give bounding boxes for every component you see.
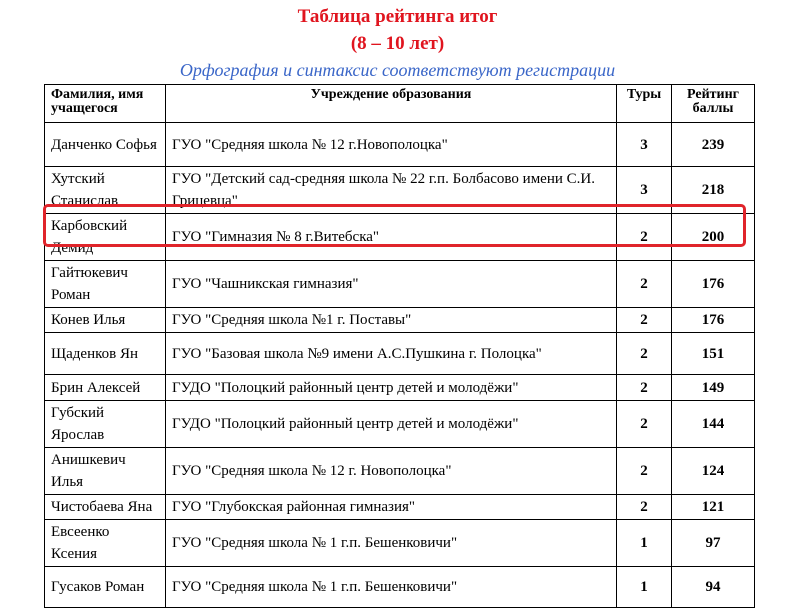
cell-name: Щаденков Ян [45,333,166,375]
table-row [45,375,755,401]
cell-name: Чистобаева Яна [45,495,166,520]
cell-tours: 2 [617,308,672,333]
cell-name: Данченко Софья [45,123,166,167]
cell-score: 121 [672,495,755,520]
cell-institution: ГУДО "Полоцкий районный центр детей и молодёжи" [166,401,617,448]
rating-table [44,84,755,608]
cell-tours: 2 [617,214,672,261]
cell-name: Карбовский Демид [45,214,166,261]
cell-tours: 1 [617,520,672,567]
table-row [45,214,755,261]
cell-tours: 2 [617,261,672,308]
page-title: Таблица рейтинга итог [297,6,498,27]
cell-institution: ГУО "Средняя школа № 12 г. Новополоцка" [166,448,617,495]
table-row [45,520,755,567]
cell-score: 176 [672,261,755,308]
cell-institution: ГУО "Чашникская гимназия" [166,261,617,308]
cell-name: Гусаков Роман [45,567,166,608]
cell-tours: 3 [617,167,672,214]
cell-score: 124 [672,448,755,495]
column-header-institution: Учреждение образования [166,85,617,123]
table-row [45,567,755,608]
cell-name: Хутский Станислав [45,167,166,214]
cell-institution: ГУО "Средняя школа № 1 г.п. Бешенковичи" [166,520,617,567]
table-row [45,167,755,214]
cell-institution: ГУДО "Полоцкий районный центр детей и молодёжи" [166,375,617,401]
table-row [45,495,755,520]
cell-institution: ГУО "Детский сад-средняя школа № 22 г.п. Болбасово имени С.И. Грицевца" [166,167,617,214]
cell-name: Брин Алексей [45,375,166,401]
table-row [45,448,755,495]
page-subtitle: Орфография и синтаксис соответствуют регистрации [179,60,616,80]
cell-score: 200 [672,214,755,261]
cell-tours: 2 [617,401,672,448]
table-row [45,123,755,167]
cell-institution: ГУО "Глубокская районная гимназия" [166,495,617,520]
cell-score: 176 [672,308,755,333]
cell-institution: ГУО "Гимназия № 8 г.Витебска" [166,214,617,261]
cell-institution: ГУО "Средняя школа № 1 г.п. Бешенковичи" [166,567,617,608]
table-row [45,308,755,333]
cell-tours: 2 [617,448,672,495]
cell-tours: 2 [617,495,672,520]
column-header-tours: Туры [617,85,672,123]
cell-score: 239 [672,123,755,167]
table-row [45,401,755,448]
cell-score: 218 [672,167,755,214]
cell-tours: 2 [617,333,672,375]
cell-score: 144 [672,401,755,448]
cell-institution: ГУО "Средняя школа №1 г. Поставы" [166,308,617,333]
cell-name: Гайтюкевич Роман [45,261,166,308]
cell-tours: 2 [617,375,672,401]
cell-institution: ГУО "Базовая школа №9 имени А.С.Пушкина г. Полоцка" [166,333,617,375]
page-title-age-range: (8 – 10 лет) [350,33,445,54]
table-row [45,333,755,375]
cell-name: Евсеенко Ксения [45,520,166,567]
cell-score: 94 [672,567,755,608]
column-header-name: Фамилия, имя учащегося [45,85,166,123]
column-header-score: Рейтинг баллы [672,85,755,123]
cell-name: Губский Ярослав [45,401,166,448]
cell-score: 151 [672,333,755,375]
cell-score: 149 [672,375,755,401]
cell-score: 97 [672,520,755,567]
cell-tours: 1 [617,567,672,608]
table-row [45,261,755,308]
table-header-row [45,85,755,123]
cell-name: Конев Илья [45,308,166,333]
cell-institution: ГУО "Средняя школа № 12 г.Новополоцка" [166,123,617,167]
cell-tours: 3 [617,123,672,167]
cell-name: Анишкевич Илья [45,448,166,495]
